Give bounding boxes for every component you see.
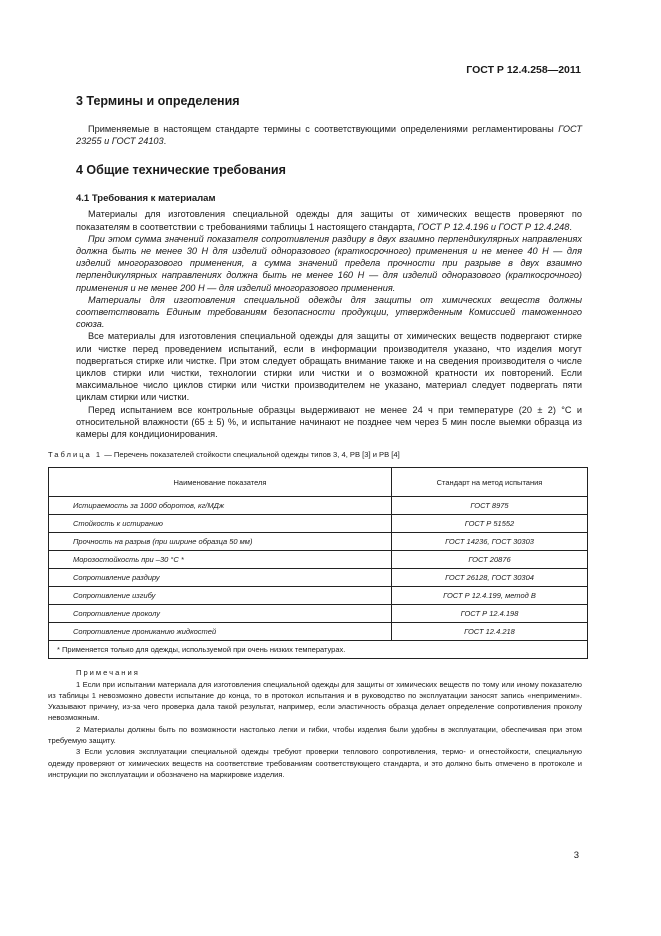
paragraph-materials: Материалы для изготовления специальной одежды для защиты от химических веществ проверяют по показателям в соответствии с требованиями таблицы 1 настоящего стандарта, ГОСТ Р 12.4.196 и ГОСТ Р 12.4.248.	[76, 209, 582, 232]
paragraph-tear-strength: При этом сумма значений показателя сопротивления раздиру в двух взаимно перпендикулярных направлениях должна быть не менее 30 Н для изделий одноразового (краткосрочного) применения и не менее 40 Н — для изделий многоразового применения, а сумма значений предела прочности при разрыве в двух взаимно перпендикулярных направлениях должна быть не менее 160 Н — для изделий одноразового (краткосрочного) применения и не менее 200 Н — для изделий многоразового применения.	[76, 233, 582, 293]
note-1: 1 Если при испытании материала для изготовления специальной одежды для защиты от химических веществ по тому или иному показателю из таблицы 1 невозможно довести испытание до конца, то в протокол испытания и в руководство по эксплуатации заносят запись «неприменим». Указывают причину, из-за чего проверка дала такой результат, например, если эластичность образца делает определение сопротивления проколу невозможным.	[48, 679, 582, 723]
table-cell-standard: ГОСТ 14236, ГОСТ 30303	[392, 533, 588, 551]
requirements-table	[48, 467, 588, 659]
table-footnote-row	[49, 641, 588, 659]
table-header-standard: Стандарт на метод испытания	[392, 468, 588, 497]
table-row	[49, 515, 588, 533]
notes-title: Примечания	[76, 668, 140, 678]
table-cell-indicator: Сопротивление раздиру	[49, 569, 392, 587]
table-header-row	[49, 468, 588, 497]
table-cell-standard: ГОСТ Р 51552	[392, 515, 588, 533]
table-footnote: * Применяется только для одежды, используемой при очень низких температурах.	[49, 641, 588, 659]
table-cell-standard: ГОСТ Р 12.4.198	[392, 605, 588, 623]
section-3-title: 3 Термины и определения	[76, 94, 240, 108]
table-cell-indicator: Стойкость к истиранию	[49, 515, 392, 533]
table-row	[49, 587, 588, 605]
note-2: 2 Материалы должны быть по возможности настолько легки и гибки, чтобы изделия были удобны в эксплуатации, обеспечивая при этом требуемую защиту.	[48, 724, 582, 746]
notes-block	[48, 667, 582, 780]
table-row	[49, 623, 588, 641]
section-3-paragraph: Применяемые в настоящем стандарте термины с соответствующими определениями регламентированы ГОСТ 23255 и ГОСТ 24103.	[76, 124, 582, 147]
subsection-4-1-title: 4.1 Требования к материалам	[76, 193, 216, 205]
table-cell-indicator: Морозостойкость при –30 °С *	[49, 551, 392, 569]
table-row	[49, 551, 588, 569]
table-cell-standard: ГОСТ Р 12.4.199, метод В	[392, 587, 588, 605]
document-header: ГОСТ Р 12.4.258—2011	[466, 64, 581, 76]
table-header-indicator: Наименование показателя	[49, 468, 392, 497]
page-content	[48, 94, 582, 780]
table-cell-standard: ГОСТ 8975	[392, 497, 588, 515]
table-caption: Таблица 1 — Перечень показателей стойкости специальной одежды типов 3, 4, РВ [3] и РВ [4]	[48, 450, 400, 460]
table-cell-indicator: Сопротивление проколу	[49, 605, 392, 623]
page-number: 3	[573, 850, 579, 861]
paragraph-conditioning: Перед испытанием все контрольные образцы выдерживают не менее 24 ч при температуре (20 ± 2) °С и относительной влажности (65 ± 5) %, и испытание начинают не позднее чем через 5 мин после выемки образца из камеры для кондиционирования.	[76, 404, 582, 440]
table-cell-indicator: Истираемость за 1000 оборотов, кг/МДж	[49, 497, 392, 515]
table-row	[49, 569, 588, 587]
table-row	[49, 605, 588, 623]
table-cell-standard: ГОСТ 20876	[392, 551, 588, 569]
note-3: 3 Если условия эксплуатации специальной одежды требуют проверки теплового сопротивления, термо- и огнестойкости, специальную одежду проверяют от химических веществ на соответствие требованиям соответствующего стандарта, и это должно быть отмечено в протоколе и инструкции по эксплуатации и обозначено на маркировке изделия.	[48, 747, 582, 779]
table-cell-standard: ГОСТ 26128, ГОСТ 30304	[392, 569, 588, 587]
table-cell-standard: ГОСТ 12.4.218	[392, 623, 588, 641]
paragraph-washing: Все материалы для изготовления специальной одежды для защиты от химических веществ подвергают стирке или чистке перед проведением испытаний, если в информации производителя указано, что изделия могут подвергаться стирке или чистке. При этом следует обращать внимание также и на сведения производителя о числе циклов стирки или чистки, технологии стирки или чистки и о возможной кратности их повторений. Если максимальное число циклов стирки или чистки производителем не указано, материал следует подвергать пяти циклам стирки или чистки.	[76, 331, 582, 403]
table-row	[49, 497, 588, 515]
table-row	[49, 533, 588, 551]
table-cell-indicator: Сопротивление изгибу	[49, 587, 392, 605]
paragraph-customs-union: Материалы для изготовления специальной одежды для защиты от химических веществ должны соответствовать Единым требованиям безопасности продукции, утвержденным Комиссией таможенного союза.	[76, 294, 582, 330]
table-cell-indicator: Сопротивление прониканию жидкостей	[49, 623, 392, 641]
table-cell-indicator: Прочность на разрыв (при ширине образца 50 мм)	[49, 533, 392, 551]
section-4-title: 4 Общие технические требования	[76, 163, 286, 178]
